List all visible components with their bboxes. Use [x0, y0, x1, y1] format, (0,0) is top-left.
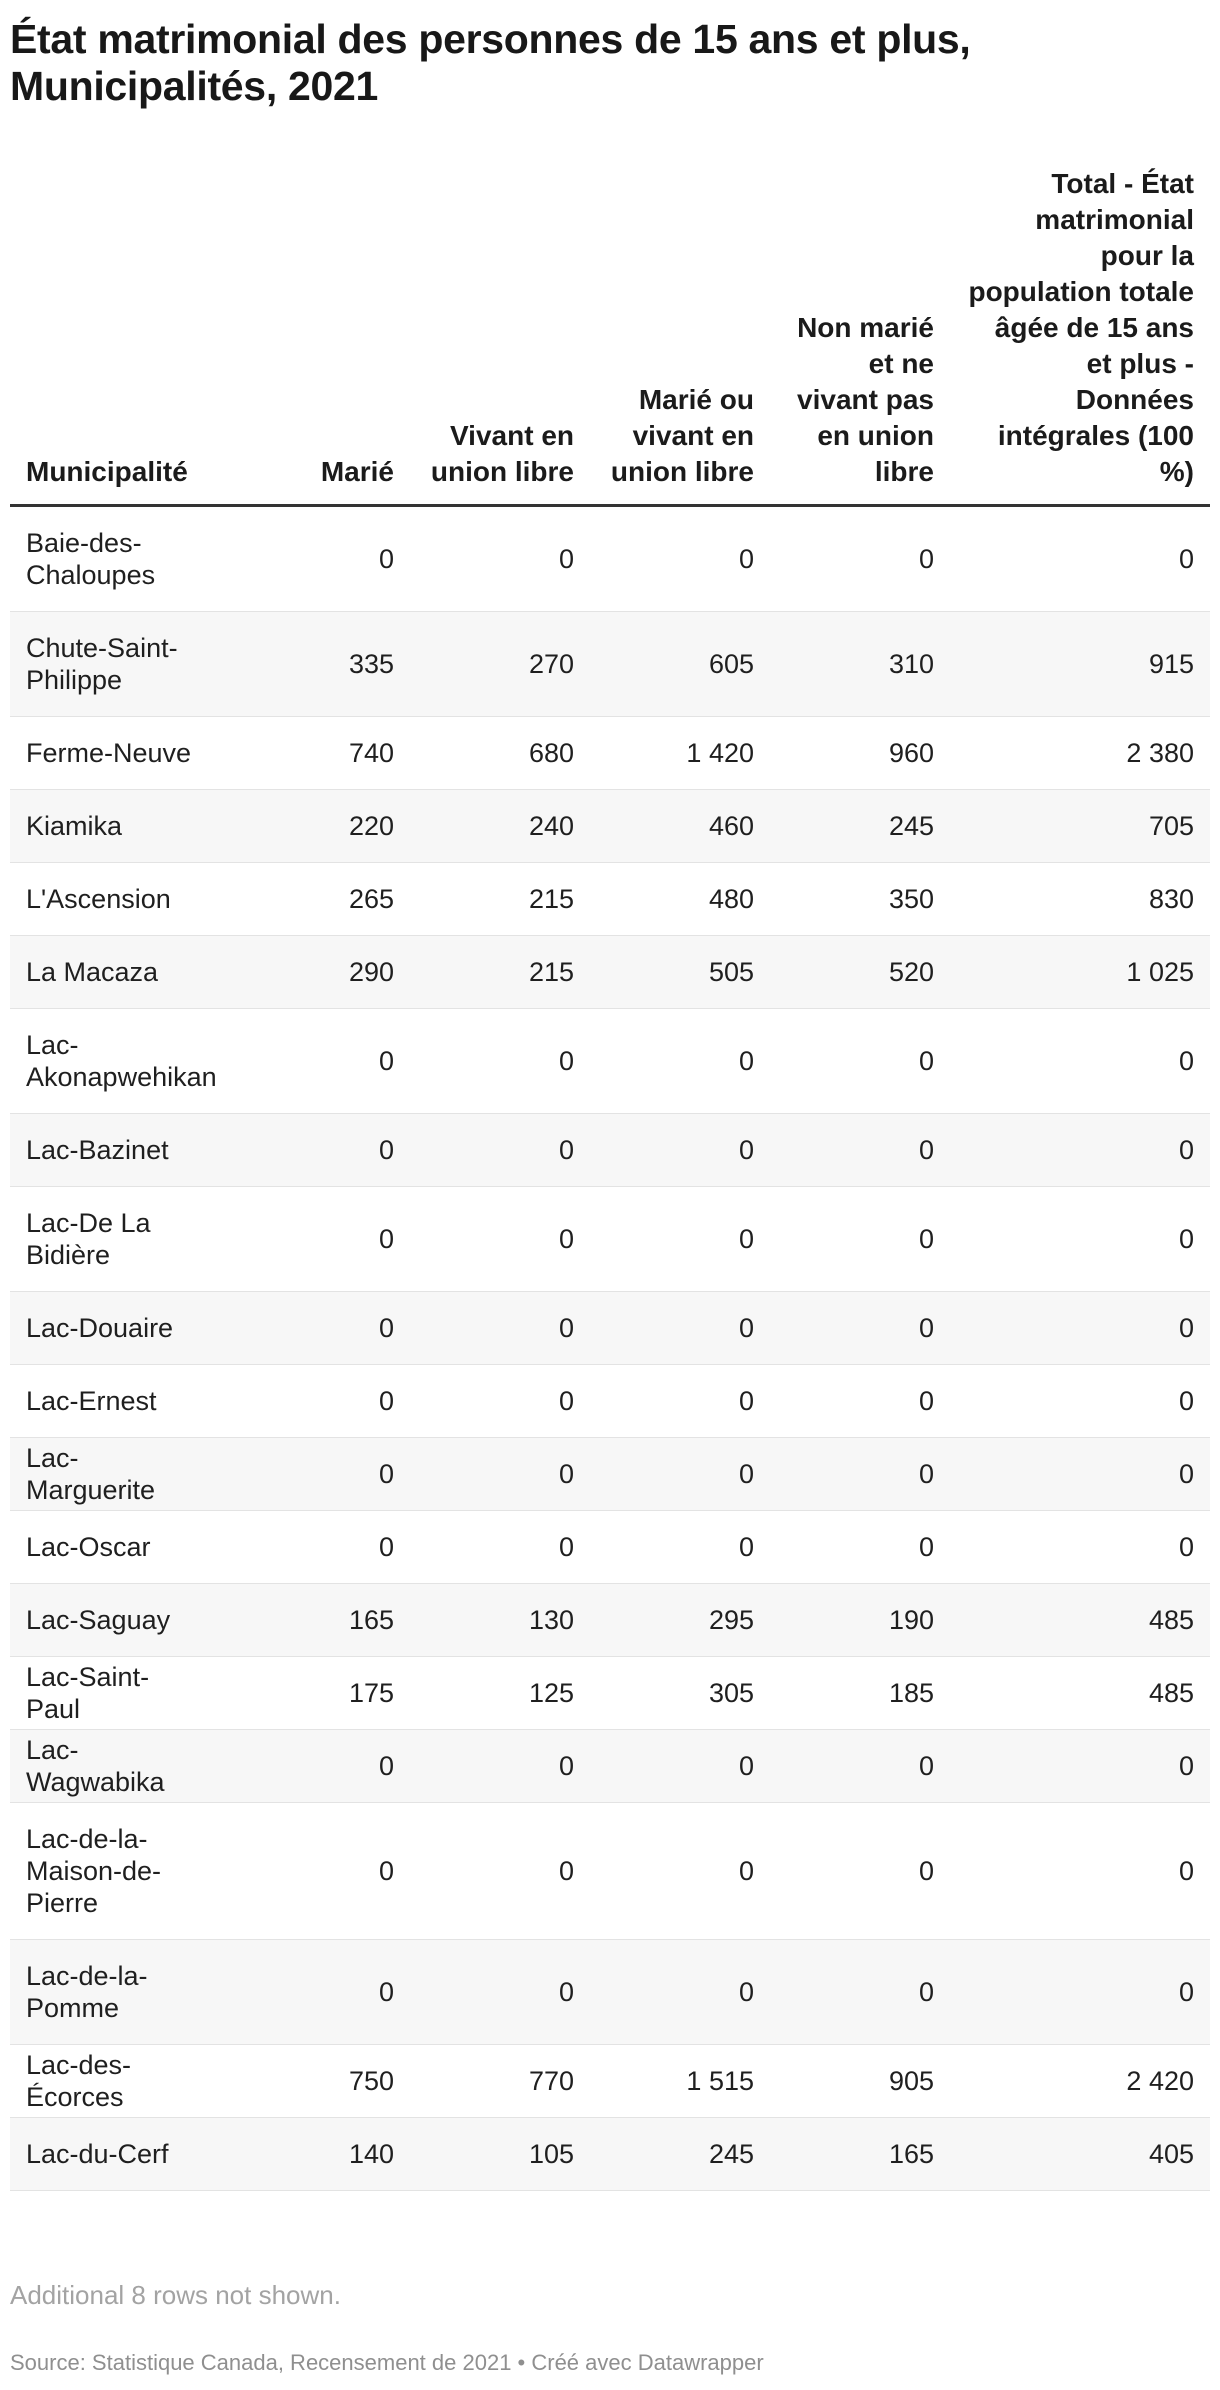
col-header-non-marie[interactable]: Non marié et ne vivant pas en union libre — [770, 166, 950, 506]
cell-value: 1 025 — [950, 936, 1210, 1009]
col-header-total[interactable]: Total - État matrimonial pour la population totale âgée de 15 ans et plus - Données intégrales (100 %) — [950, 166, 1210, 506]
cell-value: 0 — [410, 1114, 590, 1187]
cell-value: 680 — [410, 717, 590, 790]
cell-municipality: L'Ascension — [10, 863, 210, 936]
cell-value: 905 — [770, 2045, 950, 2118]
cell-value: 0 — [410, 1940, 590, 2045]
table-row — [10, 1803, 1210, 1940]
cell-value: 0 — [210, 1187, 410, 1292]
cell-value: 0 — [210, 1114, 410, 1187]
cell-value: 0 — [210, 1365, 410, 1438]
cell-municipality: Ferme-Neuve — [10, 717, 210, 790]
cell-value: 0 — [770, 1511, 950, 1584]
cell-value: 270 — [410, 612, 590, 717]
table-row — [10, 1511, 1210, 1584]
cell-value: 215 — [410, 863, 590, 936]
cell-value: 0 — [210, 1292, 410, 1365]
table-row — [10, 1730, 1210, 1803]
cell-value: 335 — [210, 612, 410, 717]
cell-value: 0 — [410, 1438, 590, 1511]
cell-value: 130 — [410, 1584, 590, 1657]
cell-value: 0 — [770, 1292, 950, 1365]
cell-value: 215 — [410, 936, 590, 1009]
cell-municipality: Chute-Saint-Philippe — [10, 612, 210, 717]
table-row — [10, 1940, 1210, 2045]
cell-value: 0 — [410, 1292, 590, 1365]
cell-value: 0 — [590, 1511, 770, 1584]
cell-municipality: Lac-Saint-Paul — [10, 1657, 210, 1730]
cell-value: 485 — [950, 1657, 1210, 1730]
cell-municipality: Lac-du-Cerf — [10, 2118, 210, 2191]
table-row — [10, 1657, 1210, 1730]
cell-value: 0 — [410, 1803, 590, 1940]
cell-value: 140 — [210, 2118, 410, 2191]
cell-municipality: Lac-Wagwabika — [10, 1730, 210, 1803]
cell-value: 405 — [950, 2118, 1210, 2191]
cell-value: 2 420 — [950, 2045, 1210, 2118]
cell-value: 290 — [210, 936, 410, 1009]
cell-value: 830 — [950, 863, 1210, 936]
cell-municipality: Lac-de-la-Pomme — [10, 1940, 210, 2045]
table-row — [10, 936, 1210, 1009]
chart-container — [10, 16, 1210, 2375]
cell-value: 0 — [770, 1187, 950, 1292]
table-row — [10, 1114, 1210, 1187]
cell-municipality: Baie-des-Chaloupes — [10, 506, 210, 612]
cell-value: 0 — [590, 1114, 770, 1187]
cell-value: 165 — [770, 2118, 950, 2191]
cell-value: 2 380 — [950, 717, 1210, 790]
table-row — [10, 506, 1210, 612]
cell-value: 0 — [410, 1365, 590, 1438]
cell-value: 0 — [950, 1365, 1210, 1438]
cell-value: 0 — [410, 1187, 590, 1292]
table-row — [10, 612, 1210, 717]
cell-value: 0 — [770, 1009, 950, 1114]
cell-value: 915 — [950, 612, 1210, 717]
cell-value: 485 — [950, 1584, 1210, 1657]
col-header-municipalite[interactable]: Municipalité — [10, 166, 210, 506]
cell-value: 305 — [590, 1657, 770, 1730]
cell-value: 0 — [950, 506, 1210, 612]
rows-not-shown-note: Additional 8 rows not shown. — [10, 2280, 341, 2310]
cell-value: 1 420 — [590, 717, 770, 790]
cell-value: 740 — [210, 717, 410, 790]
cell-value: 190 — [770, 1584, 950, 1657]
cell-value: 295 — [590, 1584, 770, 1657]
cell-value: 0 — [950, 1438, 1210, 1511]
cell-value: 0 — [590, 1730, 770, 1803]
table-header — [10, 166, 1210, 506]
cell-municipality: Lac-Ernest — [10, 1365, 210, 1438]
table-row — [10, 1365, 1210, 1438]
cell-value: 0 — [770, 1940, 950, 2045]
table-row — [10, 1584, 1210, 1657]
table-row — [10, 790, 1210, 863]
table-body — [10, 506, 1210, 2191]
cell-value: 165 — [210, 1584, 410, 1657]
cell-value: 0 — [770, 1803, 950, 1940]
cell-municipality: Lac-Akonapwehikan — [10, 1009, 210, 1114]
cell-value: 0 — [590, 1009, 770, 1114]
cell-value: 0 — [950, 1511, 1210, 1584]
cell-value: 105 — [410, 2118, 590, 2191]
cell-value: 505 — [590, 936, 770, 1009]
cell-value: 520 — [770, 936, 950, 1009]
cell-value: 125 — [410, 1657, 590, 1730]
cell-value: 350 — [770, 863, 950, 936]
chart-title — [10, 16, 1210, 110]
cell-municipality: Kiamika — [10, 790, 210, 863]
source-footer: Source: Statistique Canada, Recensement de 2021 • Créé avec Datawrapper — [10, 2350, 764, 2375]
cell-value: 0 — [590, 1803, 770, 1940]
cell-value: 0 — [210, 1730, 410, 1803]
cell-value: 265 — [210, 863, 410, 936]
cell-value: 0 — [210, 1940, 410, 2045]
table-row — [10, 2118, 1210, 2191]
cell-value: 0 — [590, 506, 770, 612]
cell-value: 0 — [410, 1730, 590, 1803]
header-row — [10, 166, 1210, 506]
cell-municipality: La Macaza — [10, 936, 210, 1009]
cell-value: 0 — [210, 1009, 410, 1114]
cell-value: 460 — [590, 790, 770, 863]
cell-municipality: Lac-De La Bidière — [10, 1187, 210, 1292]
cell-value: 0 — [950, 1940, 1210, 2045]
cell-value: 0 — [210, 1803, 410, 1940]
cell-value: 605 — [590, 612, 770, 717]
table-row — [10, 2045, 1210, 2118]
cell-value: 245 — [770, 790, 950, 863]
cell-value: 770 — [410, 2045, 590, 2118]
cell-value: 0 — [950, 1114, 1210, 1187]
cell-value: 0 — [410, 1009, 590, 1114]
col-header-marie[interactable]: Marié — [210, 166, 410, 506]
col-header-marie-ou-union[interactable]: Marié ou vivant en union libre — [590, 166, 770, 506]
cell-value: 0 — [770, 1114, 950, 1187]
cell-value: 310 — [770, 612, 950, 717]
cell-value: 0 — [590, 1365, 770, 1438]
cell-value: 0 — [770, 1365, 950, 1438]
table-row — [10, 1438, 1210, 1511]
cell-value: 0 — [950, 1187, 1210, 1292]
cell-value: 0 — [770, 506, 950, 612]
cell-value: 0 — [950, 1292, 1210, 1365]
cell-value: 245 — [590, 2118, 770, 2191]
cell-value: 240 — [410, 790, 590, 863]
table-row — [10, 717, 1210, 790]
table-row — [10, 1009, 1210, 1114]
data-table — [10, 166, 1210, 2191]
cell-value: 0 — [210, 1511, 410, 1584]
cell-municipality: Lac-Bazinet — [10, 1114, 210, 1187]
cell-value: 220 — [210, 790, 410, 863]
table-row — [10, 1187, 1210, 1292]
table-row — [10, 1292, 1210, 1365]
cell-value: 0 — [950, 1009, 1210, 1114]
cell-value: 0 — [950, 1730, 1210, 1803]
cell-value: 750 — [210, 2045, 410, 2118]
cell-value: 1 515 — [590, 2045, 770, 2118]
cell-municipality: Lac-Douaire — [10, 1292, 210, 1365]
cell-municipality: Lac-Marguerite — [10, 1438, 210, 1511]
cell-value: 185 — [770, 1657, 950, 1730]
cell-value: 0 — [590, 1940, 770, 2045]
cell-value: 0 — [950, 1803, 1210, 1940]
cell-value: 960 — [770, 717, 950, 790]
cell-value: 0 — [770, 1730, 950, 1803]
cell-value: 0 — [410, 506, 590, 612]
cell-value: 0 — [410, 1511, 590, 1584]
cell-municipality: Lac-Saguay — [10, 1584, 210, 1657]
cell-municipality: Lac-des-Écorces — [10, 2045, 210, 2118]
cell-value: 0 — [590, 1187, 770, 1292]
cell-value: 175 — [210, 1657, 410, 1730]
cell-value: 0 — [590, 1292, 770, 1365]
cell-value: 0 — [210, 1438, 410, 1511]
cell-municipality: Lac-de-la-Maison-de-Pierre — [10, 1803, 210, 1940]
title-line-2: Municipalités, 2021 — [10, 63, 379, 109]
cell-value: 0 — [590, 1438, 770, 1511]
table-row — [10, 863, 1210, 936]
cell-value: 0 — [210, 506, 410, 612]
cell-value: 0 — [770, 1438, 950, 1511]
cell-municipality: Lac-Oscar — [10, 1511, 210, 1584]
cell-value: 480 — [590, 863, 770, 936]
col-header-union-libre[interactable]: Vivant en union libre — [410, 166, 590, 506]
cell-value: 705 — [950, 790, 1210, 863]
title-line-1: État matrimonial des personnes de 15 ans et plus, — [10, 16, 971, 62]
